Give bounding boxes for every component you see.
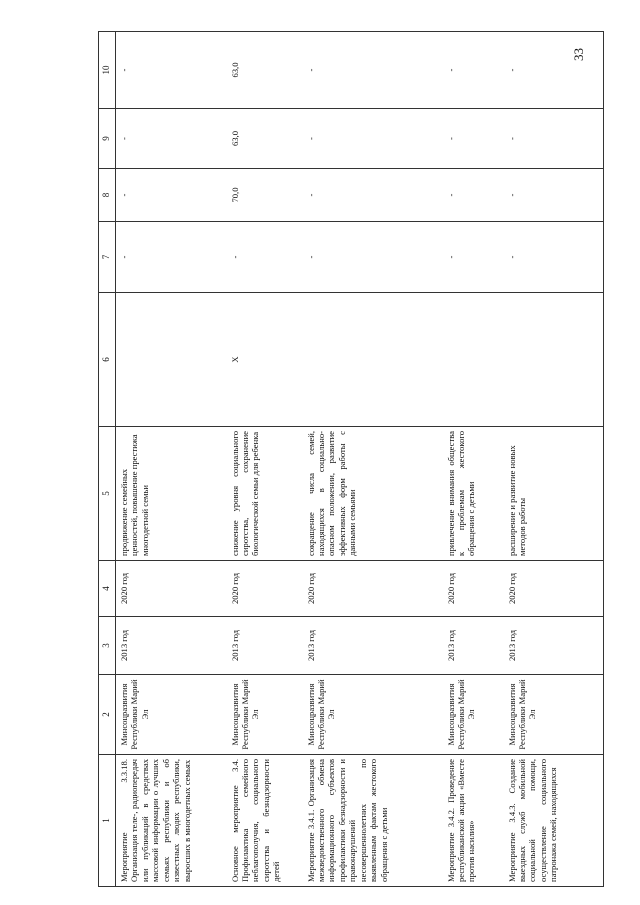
cell-col-10: - [303, 32, 443, 109]
cell-col-9: - [116, 109, 227, 169]
column-number: 6 [99, 293, 116, 427]
column-number: 7 [99, 222, 116, 293]
column-number: 10 [99, 32, 116, 109]
expected-result: продвижение семейных ценностей, повышение престижа многодетной семьи [116, 427, 227, 561]
executor: Минсоцразвития Республики Марий Эл [443, 675, 504, 755]
rotated-table-wrapper [98, 32, 620, 887]
table-row [227, 32, 303, 887]
start-year: 2013 год [303, 617, 443, 675]
executor: Минсоцразвития Республики Марий Эл [303, 675, 443, 755]
start-year: 2013 год [116, 617, 227, 675]
column-number-row [99, 32, 116, 887]
measure-name: Мероприятие 3.4.2. Проведение республиканской акции «Вместе против насилия» [443, 755, 504, 887]
cell-col-6 [116, 293, 227, 427]
end-year: 2020 год [504, 561, 604, 617]
column-number: 5 [99, 427, 116, 561]
cell-col-8: - [116, 169, 227, 222]
executor: Минсоцразвития Республики Марий Эл [116, 675, 227, 755]
cell-col-9: 63,0 [227, 109, 303, 169]
table-row [504, 32, 604, 887]
cell-col-9: - [303, 109, 443, 169]
cell-col-6: Х [227, 293, 303, 427]
cell-col-7: - [504, 222, 604, 293]
cell-col-8: - [504, 169, 604, 222]
cell-col-6 [303, 293, 443, 427]
cell-col-6 [443, 293, 504, 427]
program-table [98, 31, 604, 887]
table-row [116, 32, 227, 887]
expected-result: привлечение внимания общества к проблемам жестокого обращения с детьми [443, 427, 504, 561]
start-year: 2013 год [227, 617, 303, 675]
end-year: 2020 год [116, 561, 227, 617]
page-number: 33 [571, 48, 586, 61]
expected-result: расширение и развитие новых методов работы [504, 427, 604, 561]
table-row [443, 32, 504, 887]
measure-name: Основное мероприятие 3.4. Профилактика семейного неблагополучия, социального сиротства и безнадзорности детей [227, 755, 303, 887]
measure-name: Мероприятие 3.3.18. Организация теле-, радиопередач или публикаций в средствах массовой информации о лучших семьях республики и об известных людях республики, выросших в многодетных семьях [116, 755, 227, 887]
cell-col-8: 70,0 [227, 169, 303, 222]
cell-col-9: - [504, 109, 604, 169]
expected-result: сокращение числа семей, находящихся в социально-опасном положении, развитие эффективных форм работы с данными семьями [303, 427, 443, 561]
cell-col-8: - [303, 169, 443, 222]
cell-col-8: - [443, 169, 504, 222]
expected-result: снижение уровня социального сиротства, сохранение биологической семьи для ребенка [227, 427, 303, 561]
cell-col-7: - [443, 222, 504, 293]
column-number: 4 [99, 561, 116, 617]
cell-col-7: - [116, 222, 227, 293]
end-year: 2020 год [303, 561, 443, 617]
cell-col-9: - [443, 109, 504, 169]
cell-col-7: - [227, 222, 303, 293]
table-row [303, 32, 443, 887]
end-year: 2020 год [227, 561, 303, 617]
column-number: 1 [99, 755, 116, 887]
column-number: 2 [99, 675, 116, 755]
measure-name: Мероприятие 3.4.1. Организация межведомственного обмена информационного субъектов профилактики безнадзорности и правонарушений несовершеннолетних по выявленным фактам жестокого обращения с детьми [303, 755, 443, 887]
executor: Минсоцразвития Республики Марий Эл [504, 675, 604, 755]
cell-col-10: - [116, 32, 227, 109]
start-year: 2013 год [504, 617, 604, 675]
measure-name: Мероприятие 3.4.3. Создание выездных служб мобильной социальной помощи, осуществление социального патронажа семей, находящихся [504, 755, 604, 887]
cell-col-7: - [303, 222, 443, 293]
cell-col-10: - [443, 32, 504, 109]
end-year: 2020 год [443, 561, 504, 617]
cell-col-10: - [504, 32, 604, 109]
column-number: 9 [99, 109, 116, 169]
cell-col-10: 63,0 [227, 32, 303, 109]
column-number: 3 [99, 617, 116, 675]
executor: Минсоцразвития Республики Марий Эл [227, 675, 303, 755]
start-year: 2013 год [443, 617, 504, 675]
cell-col-6 [504, 293, 604, 427]
column-number: 8 [99, 169, 116, 222]
